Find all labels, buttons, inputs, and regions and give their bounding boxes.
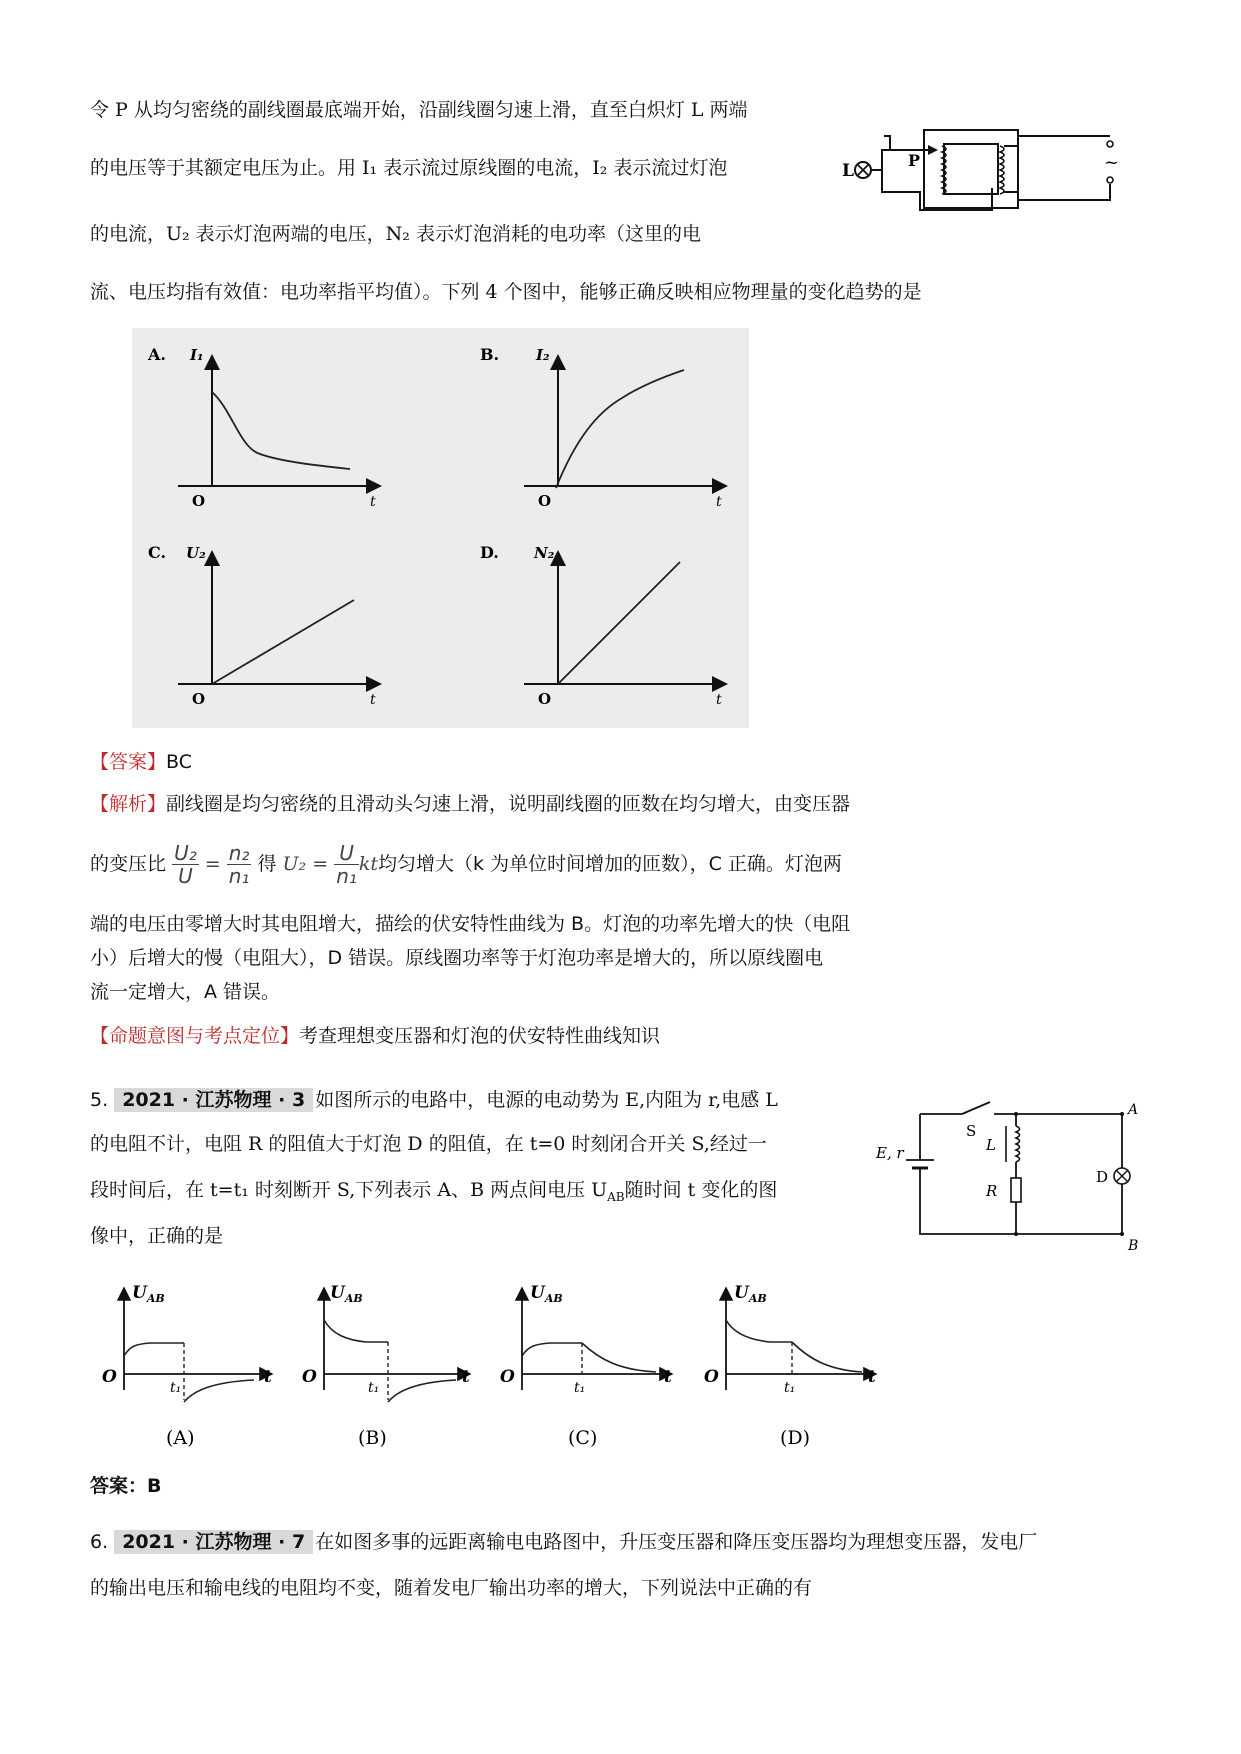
q4-graph-b-origin: O — [538, 492, 552, 510]
q4-intent-tag: 【命题意图与考点定位】 — [90, 1025, 300, 1047]
q4-frac-u-n1 — [334, 842, 359, 887]
q5-graph-b-origin: O — [302, 1367, 317, 1387]
q5-point-b-label: B — [1128, 1238, 1139, 1250]
q4-graph-b-letter: B. — [480, 345, 500, 364]
q4-circuit-source-label: ~ — [1104, 152, 1120, 173]
q4-graph-d-ylabel: N₂ — [534, 544, 555, 562]
q5-lamp-label: D — [1096, 1168, 1109, 1186]
q4-graphs — [132, 328, 749, 728]
q4-graph-d — [480, 543, 724, 708]
q5-text-3-tail: 随时间 t 变化的图 — [624, 1179, 778, 1201]
q5-graph-a-ylabel: $U_{AB}$ — [132, 1283, 165, 1305]
q5-graph-d-origin: O — [704, 1367, 719, 1387]
q4-text-line-3: 的电流，U₂ 表示灯泡两端的电压，N₂ 表示灯泡消耗的电功率（这里的电 — [90, 223, 701, 245]
q4-graph-d-line — [558, 562, 680, 684]
q5-graph-d-ylabel: $U_{AB}$ — [734, 1283, 767, 1305]
q4-graph-c-ylabel: U₂ — [186, 544, 206, 562]
q5-graph-b-curve — [324, 1320, 388, 1342]
q5-graph-d-xlabel: t — [868, 1367, 876, 1387]
q5-graph-a-xlabel: t — [264, 1367, 272, 1387]
q4-frac-u2-u-num: U₂ — [174, 841, 197, 865]
q5-text-3-sub: AB — [607, 1189, 625, 1204]
q5-answer: 答案：B — [90, 1475, 162, 1497]
q4-frac-n2-n1-num: n₂ — [228, 841, 250, 865]
q4-graph-a — [147, 345, 378, 510]
q4-analysis-text-1: 副线圈是均匀密绕的且滑动头匀速上滑，说明副线圈的匝数在均匀增大，由变压器 — [166, 793, 851, 815]
q5-graph-d-caption: (D) — [780, 1427, 811, 1449]
q4-graph-c-line — [212, 600, 354, 684]
q4-graph-b-ylabel: I₂ — [536, 346, 550, 364]
q4-frac-u-n1-den: n₁ — [336, 864, 357, 888]
q4-analysis-tag: 【解析】 — [90, 793, 167, 815]
q5-graph-c-t1: t₁ — [574, 1380, 586, 1396]
q4-analysis-line-4: 小）后增大的慢（电阻大），D 错误。原线圈功率等于灯泡功率是增大的，所以原线圈电 — [90, 947, 824, 969]
q4-text-line-1: 令 P 从均匀密绕的副线圈最底端开始，沿副线圈匀速上滑，直至白炽灯 L 两端 — [90, 99, 748, 121]
q4-graph-c-xlabel: t — [370, 692, 376, 708]
q4-graph-a-curve — [212, 392, 350, 469]
q4-graph-a-ylabel: I₁ — [190, 346, 204, 364]
q4-frac-n2-n1 — [227, 842, 252, 887]
q5-graph-b-xlabel: t — [462, 1367, 470, 1387]
q4-frac-u-n1-num: U — [334, 842, 359, 865]
q4-u2-eq: U₂ = — [282, 853, 329, 875]
q5-text-1: 如图所示的电路中，电源的电动势为 E,内阻为 r,电感 L — [315, 1089, 778, 1111]
q4-analysis-text-2a: 的变压比 — [90, 853, 167, 875]
q5-graph-a — [102, 1283, 272, 1449]
q4-frac-u2-u-den: U — [178, 864, 193, 888]
q5-graph-a-caption: (A) — [166, 1427, 195, 1449]
q6-text-line-1 — [90, 1530, 1037, 1554]
q5-graph-c-caption: (C) — [568, 1427, 598, 1449]
q5-text-line-1 — [90, 1088, 778, 1112]
q5-source-label: E, r — [876, 1144, 904, 1162]
q5-graph-c — [500, 1283, 672, 1449]
q5-text-line-2: 的电阻不计，电阻 R 的阻值大于灯泡 D 的阻值，在 t=0 时刻闭合开关 S,经过一 — [90, 1133, 767, 1155]
q5-graph-a-t1: t₁ — [170, 1380, 182, 1396]
q4-transformer-circuit — [842, 128, 1122, 218]
q6-text-line-2: 的输出电压和输电线的电阻均不变，随着发电厂输出功率的增大，下列说法中正确的有 — [90, 1577, 813, 1599]
q4-graph-a-origin: O — [192, 492, 206, 510]
q5-graph-b-caption: (B) — [358, 1427, 387, 1449]
q4-text-line-2: 的电压等于其额定电压为止。用 I₁ 表示流过原线圈的电流，I₂ 表示流过灯泡 — [90, 157, 728, 179]
q4-analysis-line-3: 端的电压由零增大时其电阻增大，描绘的伏安特性曲线为 B。灯泡的功率先增大的快（电阻 — [90, 913, 851, 935]
q4-graph-a-xlabel: t — [370, 494, 376, 510]
q4-analysis-line-1 — [90, 792, 850, 816]
q5-graph-b-t1: t₁ — [368, 1380, 380, 1396]
q4-analysis-text-2b: 得 — [257, 853, 277, 875]
q4-graph-c — [148, 543, 378, 708]
q5-text-line-4: 像中，正确的是 — [90, 1225, 224, 1247]
q5-graph-c-origin: O — [500, 1367, 515, 1387]
q4-eq-sign: = — [204, 853, 221, 875]
q5-graph-a-curve — [124, 1343, 184, 1356]
q6-source-tag: 2021 · 江苏物理 · 7 — [114, 1530, 313, 1554]
q4-analysis-line-5: 流一定增大，A 错误。 — [90, 981, 281, 1003]
q4-graph-panel — [132, 328, 749, 728]
q4-analysis-line-2 — [90, 836, 842, 892]
q4-analysis-text-2c: 均匀增大（k 为单位时间增加的匝数），C 正确。灯泡两 — [378, 853, 842, 875]
q5-point-a-label: A — [1128, 1102, 1139, 1118]
q5-resistor-label: R — [986, 1182, 998, 1200]
q4-text-line-4: 流、电压均指有效值：电功率指平均值）。下列 4 个图中，能够正确反映相应物理量的变化趋势的是 — [90, 281, 922, 303]
q5-source-tag: 2021 · 江苏物理 · 3 — [114, 1088, 313, 1112]
q4-frac-u2-u — [172, 842, 199, 887]
q4-graph-d-origin: O — [538, 690, 552, 708]
q4-graph-b — [480, 345, 724, 510]
q4-answer-tag: 【答案】 — [90, 751, 167, 773]
q4-graph-b-curve — [556, 370, 684, 488]
q5-graph-c-curve — [522, 1343, 582, 1356]
q4-circuit-lamp-label: L — [842, 161, 854, 181]
q5-graph-c-xlabel: t — [664, 1367, 672, 1387]
q4-intent — [90, 1024, 660, 1048]
q4-graph-c-letter: C. — [148, 543, 167, 562]
q5-text-line-3 — [90, 1178, 777, 1209]
q5-graph-d-curve — [726, 1320, 792, 1342]
q4-circuit-slider-label: P — [908, 151, 921, 170]
q4-intent-text: 考查理想变压器和灯泡的伏安特性曲线知识 — [299, 1025, 661, 1047]
q4-graph-d-xlabel: t — [716, 692, 722, 708]
q4-answer — [90, 750, 192, 774]
q5-graph-b — [302, 1283, 470, 1449]
q5-switch-label: S — [966, 1122, 977, 1140]
q5-circuit — [870, 1100, 1140, 1250]
q5-graph-d-t1: t₁ — [784, 1380, 796, 1396]
q4-frac-n2-n1-den: n₁ — [228, 864, 250, 888]
q4-graph-d-letter: D. — [480, 543, 499, 562]
q4-graph-b-xlabel: t — [716, 494, 722, 510]
q6-text-1: 在如图多事的远距离输电电路图中，升压变压器和降压变压器均为理想变压器，发电厂 — [315, 1531, 1038, 1553]
q5-graph-a-origin: O — [102, 1367, 117, 1387]
q5-graphs — [90, 1270, 910, 1460]
q4-answer-value: BC — [166, 751, 192, 773]
q4-graph-a-letter: A. — [148, 345, 166, 364]
q5-inductor-label: L — [986, 1136, 996, 1154]
q4-kt: kt — [358, 853, 379, 875]
q5-graph-d — [704, 1283, 876, 1449]
q5-text-3: 段时间后，在 t=t₁ 时刻断开 S,下列表示 A、B 两点间电压 U — [90, 1179, 608, 1201]
q5-number: 5. — [90, 1089, 109, 1111]
q5-graph-b-ylabel: $U_{AB}$ — [330, 1283, 363, 1305]
q5-graph-c-ylabel: $U_{AB}$ — [530, 1283, 563, 1305]
q6-number: 6. — [90, 1531, 109, 1553]
q4-graph-c-origin: O — [192, 690, 206, 708]
